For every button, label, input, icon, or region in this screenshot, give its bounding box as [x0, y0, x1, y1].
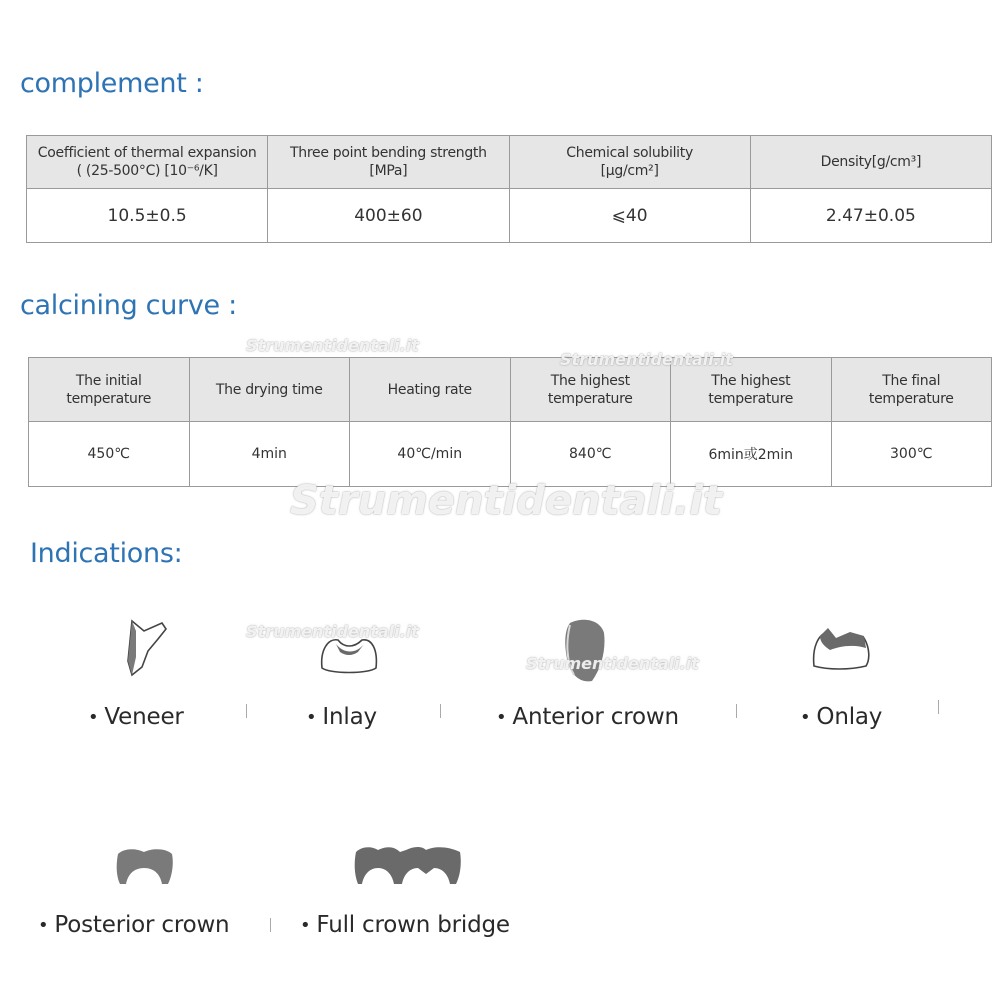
inlay-icon [318, 630, 380, 676]
divider [440, 704, 441, 718]
header-drying-time: The drying time [189, 358, 350, 422]
header-highest-temperature: The highest temperature [510, 358, 671, 422]
value-bending-strength: 400±60 [268, 189, 509, 243]
watermark-text: Strumentidentali.it [246, 336, 419, 355]
onlay-icon [810, 624, 872, 672]
table-row [29, 422, 992, 487]
indications-title: Indications: [30, 538, 183, 569]
bullet: • [496, 707, 507, 728]
anterior-crown-icon [560, 617, 610, 685]
value-chemical-solubility: ⩽40 [509, 189, 750, 243]
divider [246, 704, 247, 718]
bullet: • [800, 707, 811, 728]
value-final-temperature: 300℃ [831, 422, 992, 487]
header-highest-temperature-hold: The highest temperature [671, 358, 832, 422]
table-header-row [29, 358, 992, 422]
value-density: 2.47±0.05 [750, 189, 991, 243]
value-drying-time: 4min [189, 422, 350, 487]
indication-anterior-crown: • Anterior crown [496, 704, 679, 730]
watermark-text: Strumentidentali.it [560, 350, 733, 369]
header-density: Density[g/cm³] [750, 136, 991, 189]
value-thermal-expansion: 10.5±0.5 [27, 189, 268, 243]
bullet: • [88, 707, 99, 728]
table-header-row [27, 136, 992, 189]
indication-inlay: • Inlay [306, 704, 377, 730]
complement-table [26, 135, 992, 243]
full-crown-bridge-icon [354, 844, 464, 886]
divider [736, 704, 737, 718]
bullet: • [300, 915, 311, 936]
divider [270, 918, 271, 932]
indication-posterior-crown: • Posterior crown [38, 912, 230, 938]
watermark-text: Strumentidentali.it [526, 654, 699, 673]
calcining-title: calcining curve : [20, 290, 237, 321]
value-highest-temperature: 840℃ [510, 422, 671, 487]
header-bending-strength: Three point bending strength [MPa] [268, 136, 509, 189]
complement-title: complement : [20, 68, 204, 99]
header-thermal-expansion: Coefficient of thermal expansion ( (25-500°C) [10⁻⁶/K] [27, 136, 268, 189]
bullet: • [38, 915, 49, 936]
value-initial-temperature: 450℃ [29, 422, 190, 487]
bullet: • [306, 707, 317, 728]
indication-veneer: • Veneer [88, 704, 184, 730]
veneer-icon [118, 617, 172, 681]
header-final-temperature: The final temperature [831, 358, 992, 422]
watermark-text: Strumentidentali.it [246, 622, 419, 641]
header-initial-temperature: The initial temperature [29, 358, 190, 422]
table-row [27, 189, 992, 243]
posterior-crown-icon [114, 846, 176, 886]
calcining-table [28, 357, 992, 487]
value-highest-temperature-hold: 6min或2min [671, 422, 832, 487]
header-heating-rate: Heating rate [350, 358, 511, 422]
indication-onlay: • Onlay [800, 704, 883, 730]
header-chemical-solubility: Chemical solubility [μg/cm²] [509, 136, 750, 189]
indication-full-crown-bridge: • Full crown bridge [300, 912, 510, 938]
divider [938, 700, 939, 714]
watermark-text: Strumentidentali.it [290, 478, 723, 524]
value-heating-rate: 40℃/min [350, 422, 511, 487]
